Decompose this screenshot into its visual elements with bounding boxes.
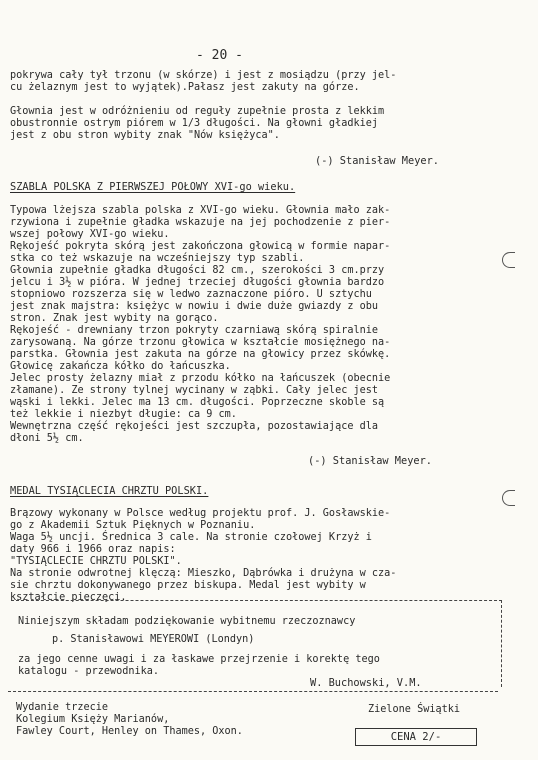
text-line: Głownia jest w odróżnieniu od reguły zupełnie prosta z lekkim [10,106,385,117]
text-line: parstka. Głownia jest zakuta na górze na głowicy przez skówkę. [10,349,391,360]
acknowledgement-line: Niniejszym składam podziękowanie wybitnemu rzeczoznawcy [18,616,356,627]
holiday-text: Zielone Świątki [368,704,461,715]
section-heading: SZABLA POLSKA Z PIERWSZEJ POŁOWY XVI-go wieku. [10,181,296,193]
binder-hole-mark [502,490,515,506]
text-line: sie chrztu dokonywanego przez biskupa. Medal jest wybity w [10,580,366,591]
text-line: Jelec prosty żelazny miał z przodu kółko na łańcuszek (obecnie [10,373,391,384]
edition-text: Wydanie trzecie [16,702,109,713]
text-line: jelcu i 3½ w pióra. W jednej trzeciej długości głownia bardzo [10,277,385,288]
price-box: CENA 2/- [355,728,477,746]
text-line: daty 966 i 1966 oraz napis: [10,544,176,555]
text-line: Na stronie odwrotnej klęczą: Mieszko, Dąbrówka i drużyna w cza- [10,568,397,579]
acknowledgement-line: za jego cenne uwagi i za łaskawe przejrzenie i korektę tego [18,654,380,665]
text-line: Rękojeść pokryta skórą jest zakończona głowicą w formie napar- [10,241,391,252]
acknowledgement-line: katalogu - przewodnika. [18,666,160,677]
text-line: wąski i lekki. Jelec ma 13 cm. długości. Poprzeczne skoble są [10,397,385,408]
text-line: stka co też wskazuje na wcześniejszy typ szabli. [10,253,305,264]
text-line: Głowicę zakańcza kółko do łańcuszka. [10,361,231,372]
binder-hole-mark [502,252,515,268]
text-line: pokrywa cały tył trzonu (w skórze) i jest z mosiądzu (przy jel- [10,70,397,81]
text-line: złamane). Ze strony tylnej wycinany w ząbki. Cały jelec jest [10,385,379,396]
text-line: jest z obu stron wybity znak "Nów księżyca". [10,130,280,141]
page-number: - 20 - [196,48,243,63]
text-line: kształcie pieczęci. [10,592,127,603]
text-line: rzywiona i zupełnie gładka wskazuje na jej pochodzenie z pier- [10,217,391,228]
text-line: jest znak majstra: księżyc w nowiu i dwie duże gwiazdy z obu [10,301,379,312]
text-line: Waga 5½ uncji. Średnica 3 cale. Na stronie czołowej Krzyż i [10,532,372,543]
text-line: Wewnętrzna część rękojeści jest szczupła, pozostawiające dla [10,421,379,432]
acknowledgement-signature: W. Buchowski, V.M. [310,677,422,689]
publisher-text: Kolegium Księży Marianów, [16,714,170,725]
text-line: cu żelaznym jest to wyjątek).Pałasz jest zakuty na górze. [10,82,360,93]
text-line: Typowa lżejsza szabla polska z XVI-go wieku. Głownia mało zak- [10,205,391,216]
text-line: obustronnie ostrym piórem w 1/3 długości. Na głowni gładkiej [10,118,379,129]
text-line: Brązowy wykonany w Polsce według projektu prof. J. Gosławskie- [10,508,391,519]
text-line: wszej połowy XVI-go wieku. [10,229,170,240]
text-line: stopniowo rozszerza się w ledwo zaznaczone pióro. U sztychu [10,289,372,300]
signature: (-) Stanisław Meyer. [308,455,432,467]
address-text: Fawley Court, Henley on Thames, Oxon. [16,726,243,737]
section-heading: MEDAL TYSIĄCLECIA CHRZTU POLSKI. [10,485,209,497]
text-line: dłoni 5½ cm. [10,433,84,444]
text-line: Głownia zupełnie gładka długości 82 cm., szerokości 3 cm.przy [10,265,385,276]
text-line: też lekkie i niezbyt długie: ca 9 cm. [10,409,237,420]
text-line: "TYSIĄCLECIE CHRZTU POLSKI". [10,556,182,567]
text-line: stron. Znak jest wybity na gorąco. [10,313,219,324]
footer-divider [8,691,498,692]
text-line: Rękojeść - drewniany trzon pokryty czarniawą skórą spiralnie [10,325,379,336]
acknowledgement-name: p. Stanisławowi MEYEROWI (Londyn) [52,634,255,645]
signature: (-) Stanisław Meyer. [315,155,439,167]
text-line: zarysowaną. Na górze trzonu głowica w kształcie mosiężnego na- [10,337,391,348]
text-line: go z Akademii Sztuk Pięknych w Poznaniu. [10,520,256,531]
